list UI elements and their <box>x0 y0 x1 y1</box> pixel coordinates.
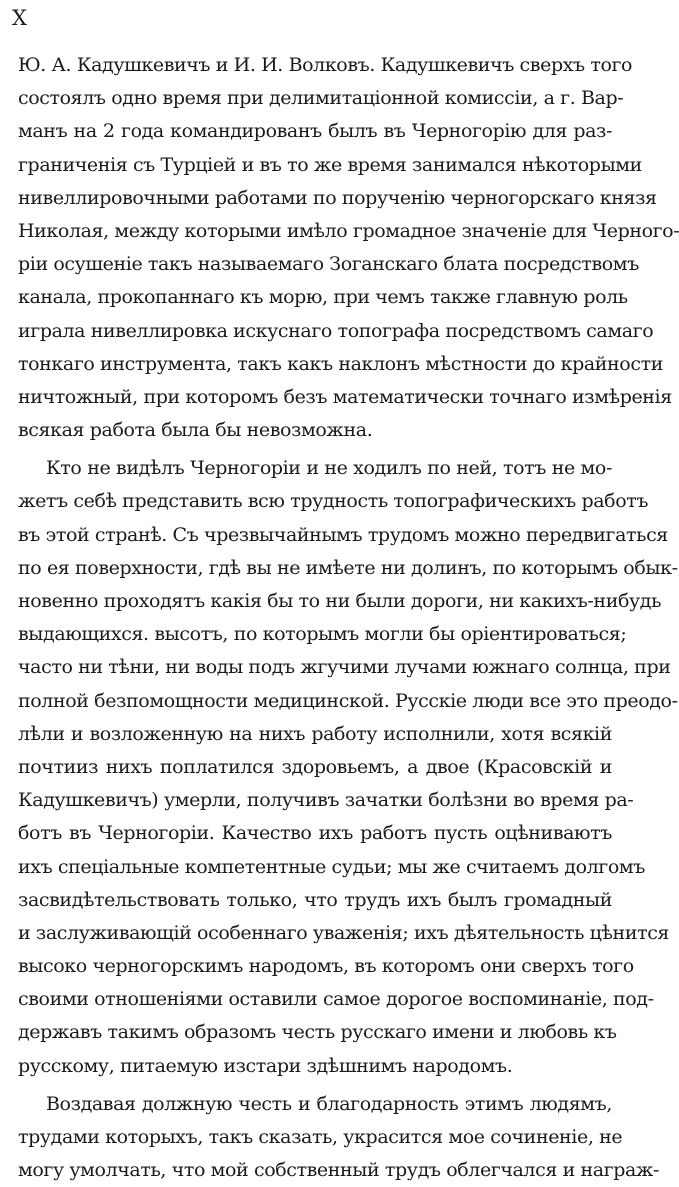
text-line: высоко черногорскимъ народомъ, въ которомъ они сверхъ того <box>18 955 634 978</box>
text-line: по ея поверхности, гдѣ вы не имѣете ни долинъ, по которымъ обык- <box>18 556 678 579</box>
text-line: жетъ себѣ представить всю трудность топографическихъ работъ <box>18 490 649 513</box>
paragraph-1 <box>18 49 679 447</box>
text-line: состоялъ одно время при делимитаціонной комиссіи, а г. Вар- <box>18 87 624 110</box>
text-line: ихъ спеціальные компетентные судьи; мы же считаемъ долгомъ <box>18 855 645 878</box>
text-line: засвидѣтельствовать только, что трудъ ихъ былъ громадный <box>18 888 612 911</box>
text-line: почтииз нихъ поплатился здоровьемъ, а двое (Красовскій и <box>18 755 612 778</box>
text-line: манъ на 2 года командированъ былъ въ Черногорію для раз- <box>18 120 612 143</box>
text-line: державъ такимъ образомъ честь русскаго имени и любовь къ <box>18 1021 617 1044</box>
text-line: новенно проходятъ какія бы то ни были дороги, ни какихъ-нибудь <box>18 590 662 612</box>
text-line: играла нивеллировка искуснаго топографа посредствомъ самаго <box>18 319 654 342</box>
page-number: X <box>12 6 27 30</box>
text-line: граниченія съ Турціей и въ то же время занимался нѣкоторыми <box>18 153 642 176</box>
text-line: своими отношеніями оставили самое дорогое воспоминаніе, под- <box>18 988 654 1011</box>
text-line: лѣли и возложенную на нихъ работу исполнили, хотя всякій <box>18 722 612 745</box>
text-line: ріи осушеніе такъ называемаго Зоганскаго блата посредствомъ <box>18 253 639 276</box>
text-line: выдающихся. высотъ, по которымъ могли бы оріентироваться; <box>18 623 627 646</box>
paragraph-2 <box>18 452 678 1083</box>
text-line: Кто не видѣлъ Черногоріи и не ходилъ по ней, тотъ не мо- <box>46 457 612 480</box>
text-line: Кадушкевичъ) умерли, получивъ зачатки болѣзни во время ра- <box>18 789 634 812</box>
text-line: Воздавая должную честь и благодарность этимъ людямъ, <box>46 1092 612 1115</box>
text-line: нивеллировочными работами по порученію черногорскаго князя <box>18 186 657 209</box>
text-line: Ю. А. Кадушкевичъ и И. И. Волковъ. Кадушкевичъ сверхъ того <box>18 54 633 76</box>
text-line: полной безпомощности медицинской. Русскіе люди все это преодо- <box>18 689 678 712</box>
text-line: русскому, питаемую изстари здѣшнимъ народомъ. <box>18 1054 513 1077</box>
text-line: тонкаго инструмента, такъ какъ наклонъ мѣстности до крайности <box>18 352 663 375</box>
text-line: канала, прокопаннаго къ морю, при чемъ также главную роль <box>18 286 628 309</box>
text-line: трудами которыхъ, такъ сказать, украсится мое сочиненіе, не <box>18 1126 623 1148</box>
text-line: и заслуживающій особеннаго уваженія; ихъ дѣятельность цѣнится <box>18 921 670 944</box>
text-line: Николая, между которыми имѣло громадное значеніе для Черного- <box>18 219 679 242</box>
text-line: въ этой странѣ. Съ чрезвычайнымъ трудомъ можно передвигаться <box>18 523 668 546</box>
text-line: ничтожный, при которомъ безъ математически точнаго измѣренія <box>18 385 672 408</box>
text-line: часто ни тѣни, ни воды подъ жгучими лучами южнаго солнца, при <box>18 656 671 679</box>
text-line: ботъ въ Черногоріи. Качество ихъ работъ пусть оцѣниваютъ <box>18 822 612 845</box>
body-text <box>18 49 679 1187</box>
text-line: всякая работа была бы невозможна. <box>18 419 373 442</box>
paragraph-3 <box>18 1088 660 1187</box>
text-line: могу умолчать, что мой собственный трудъ облегчался и награж- <box>18 1159 660 1182</box>
